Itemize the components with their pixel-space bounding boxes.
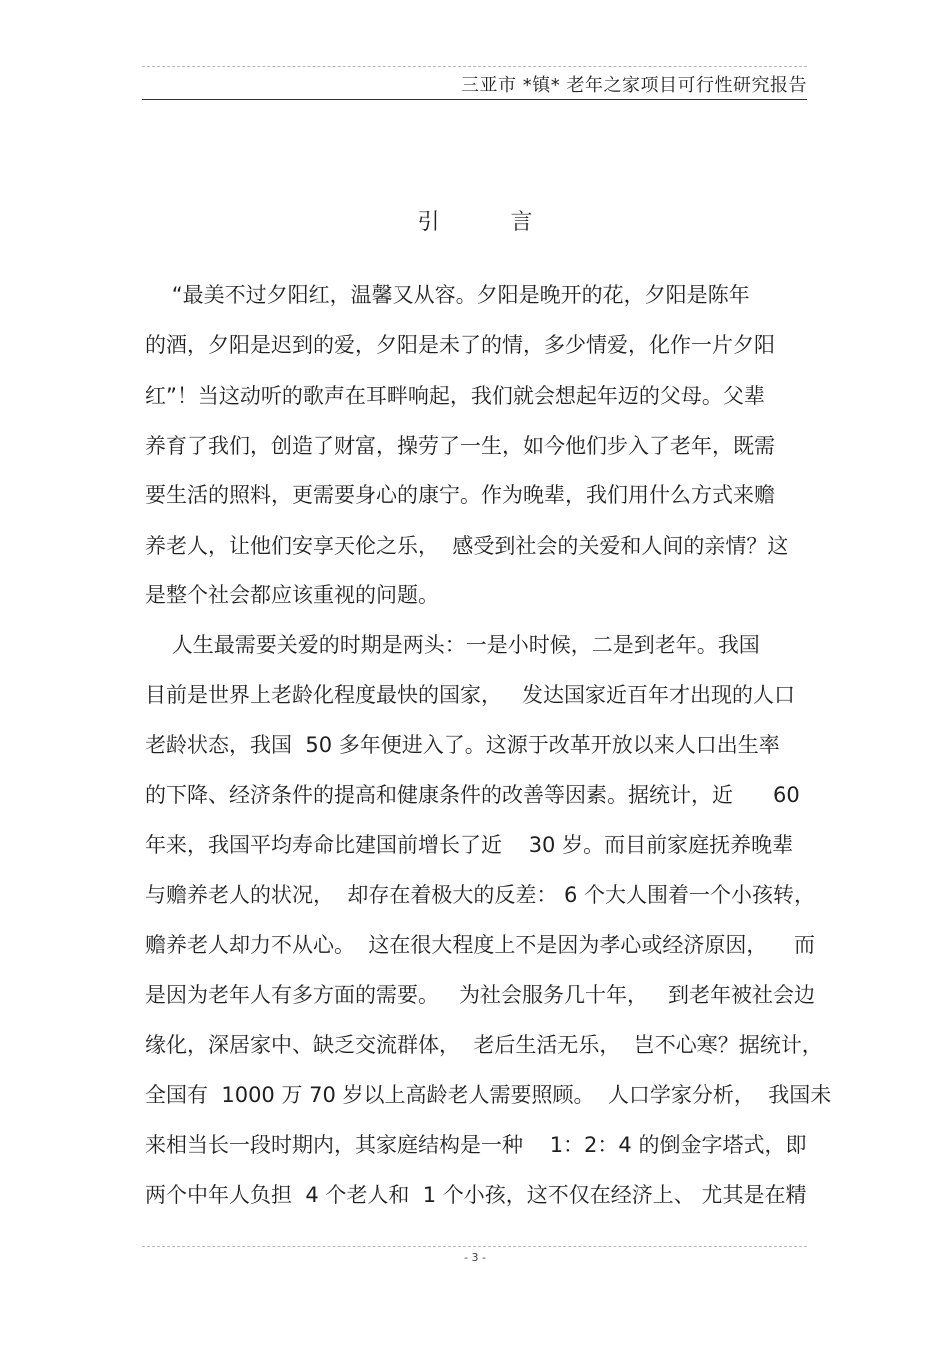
running-header: 三亚市 *镇* 老年之家项目可行性研究报告	[461, 75, 807, 96]
text-line: 与赡养老人的状况， 却存在着极大的反差： 6 个大人围着一个小孩转，	[145, 883, 816, 907]
text-line: “最美不过夕阳红，温馨又从容。夕阳是晚开的花，夕阳是陈年	[145, 283, 750, 307]
footer-dashed-line	[142, 1246, 807, 1247]
text-line: 老龄状态，我国 50 多年便进入了。这源于改革开放以来人口出生率	[145, 733, 780, 757]
header-rule	[142, 99, 807, 100]
text-line: 年来，我国平均寿命比建国前增长了近 30 岁。而目前家庭抚养晚辈	[145, 833, 794, 857]
section-title: 引 言	[417, 210, 559, 235]
text-line: 是因为老年人有多方面的需要。 为社会服务几十年， 到老年被社会边	[145, 983, 816, 1007]
text-line: 养育了我们，创造了财富，操劳了一生，如今他们步入了老年，既需	[145, 434, 775, 458]
text-line: 的下降、经济条件的提高和健康条件的改善等因素。据统计，近 60	[145, 783, 800, 807]
text-line: 人生最需要关爱的时期是两头：一是小时候，二是到老年。我国	[145, 633, 760, 657]
text-line: 红”！当这动听的歌声在耳畔响起，我们就会想起年迈的父母。父辈	[145, 384, 765, 408]
page-number: - 3 -	[464, 1251, 486, 1264]
text-line: 养老人，让他们安享天伦之乐， 感受到社会的关爱和人间的亲情？这	[145, 534, 789, 558]
text-line: 两个中年人负担 4 个老人和 1 个小孩，这不仅在经济上、 尤其是在精	[145, 1183, 807, 1207]
text-line: 要生活的照料，更需要身心的康宁。作为晚辈，我们用什么方式来赡	[145, 483, 775, 507]
header-dashed-line	[142, 66, 807, 67]
text-line: 是整个社会都应该重视的问题。	[145, 583, 439, 607]
text-line: 来相当长一段时期内，其家庭结构是一种 1：2：4 的倒金字塔式，即	[145, 1133, 807, 1157]
text-line: 缘化，深居家中、缺乏交流群体， 老后生活无乐， 岂不心寒？据统计，	[145, 1033, 823, 1057]
text-line: 全国有 1000 万 70 岁以上高龄老人需要照顾。 人口学家分析， 我国未	[145, 1083, 832, 1107]
text-line: 目前是世界上老龄化程度最快的国家， 发达国家近百年才出现的人口	[145, 683, 796, 707]
text-line: 的酒，夕阳是迟到的爱，夕阳是未了的情，多少情爱，化作一片夕阳	[145, 333, 775, 357]
text-line: 赡养老人却力不从心。 这在很大程度上不是因为孝心或经济原因， 而	[145, 933, 816, 957]
